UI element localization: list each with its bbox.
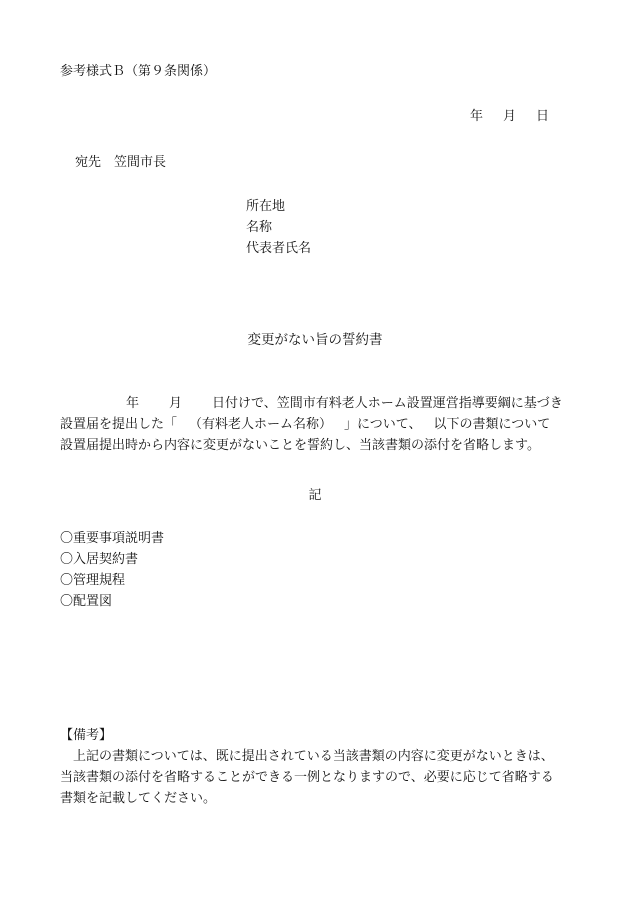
notes-section [60,725,580,809]
date-day-label: 日 [536,109,550,124]
list-item: 〇入居契約書 [60,552,139,567]
body-text [60,393,580,456]
body-line-1-rest: 日付けで、笠間市有料老人ホーム設置運営指導要綱に基づき [212,396,563,411]
addressee-name: 笠間市長 [114,155,167,170]
addressee [75,151,166,170]
notes-line: 書類を記載してください。 [60,791,217,806]
list-item: 〇重要事項説明書 [60,531,165,546]
body-line-2 [60,414,580,435]
notes-line: 上記の書類については、既に提出されている当該書類の内容に変更がないときは、 [73,749,554,764]
body-month-label: 月 [169,396,183,411]
date-year-label: 年 [470,109,484,124]
body-year-label: 年 [126,396,140,411]
applicant-name-label: 名称 [246,220,273,235]
form-label: 参考様式Ｂ（第９条関係） [60,64,217,79]
list-item: 〇管理規程 [60,573,126,588]
date-month-label: 月 [503,109,517,124]
body-line-2-d: 以下の書類について [433,417,551,432]
body-line-1 [60,393,580,414]
document-list [60,528,164,612]
facility-name-placeholder: （有料老人ホーム名称） [189,417,333,432]
body-line-2-a: 設置届を提出した「 [60,417,178,432]
list-item: 〇配置図 [60,594,113,609]
ki-heading: 記 [308,488,322,503]
applicant-block [246,196,311,259]
document-title: 変更がない旨の誓約書 [247,332,383,348]
body-line-3: 設置届提出時から内容に変更がないことを誓約し、当該書類の添付を省略します。 [60,438,540,453]
notes-line: 当該書類の添付を省略することができる一例となりますので、必要に応じて省略する [60,770,554,785]
applicant-representative-label: 代表者氏名 [246,241,312,256]
body-line-2-c: 」について、 [344,417,422,432]
notes-heading: 【備考】 [60,728,113,743]
date-line [470,105,549,124]
applicant-address-label: 所在地 [246,199,286,214]
addressee-prefix: 宛先 [75,155,102,170]
